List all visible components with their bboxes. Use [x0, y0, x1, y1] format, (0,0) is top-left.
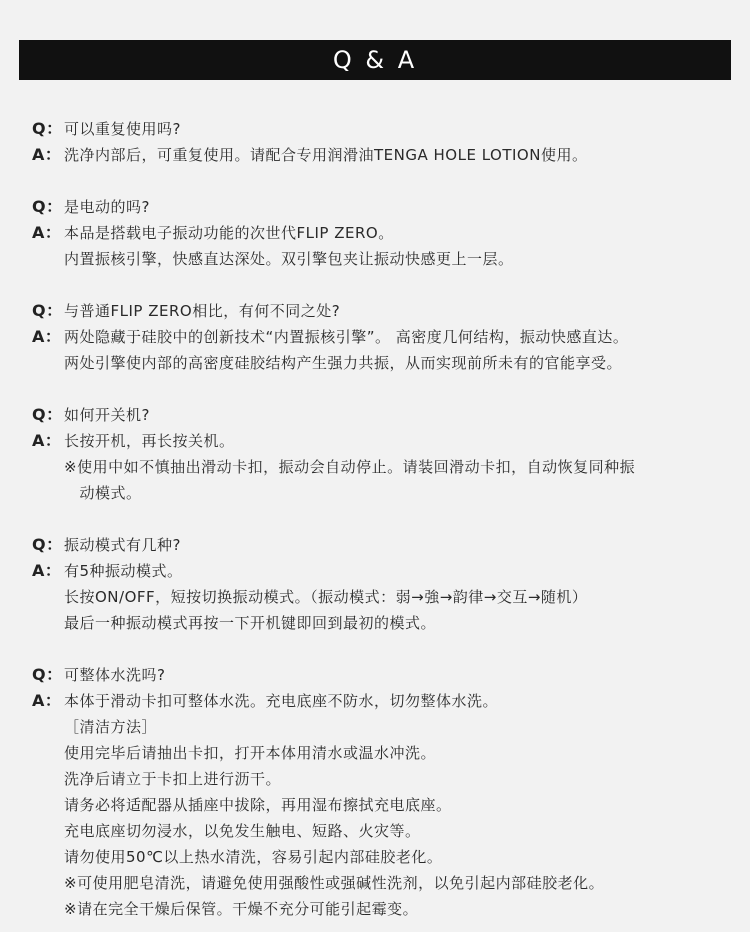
- question-marker: Q：: [32, 301, 63, 320]
- question-marker: Q：: [32, 665, 63, 684]
- answer-line-text: 内置振核引擎，快感直达深处。双引擎包夹让振动快感更上一层。: [64, 250, 514, 268]
- answer-line-text: 两处引擎使内部的高密度硅胶结构产生强力共振，从而实现前所未有的官能享受。: [64, 354, 623, 372]
- answer-line-text: 长按ON/OFF，短按切换振动模式。（振动模式：弱→強→韵律→交互→随机）: [64, 588, 588, 606]
- question-text: 如何开关机?: [64, 406, 150, 424]
- answer-line-text: 充电底座切勿浸水，以免发生触电、短路、火灾等。: [64, 822, 421, 840]
- answer-text: 有5种振动模式。: [64, 562, 183, 580]
- question-marker: Q：: [32, 197, 63, 216]
- answer-line-text: 动模式。: [64, 484, 142, 502]
- question-marker: Q：: [32, 405, 63, 424]
- answer-marker: A：: [32, 145, 62, 164]
- question-text: 是电动的吗?: [64, 198, 150, 216]
- answer-text: 长按开机，再长按关机。: [64, 432, 235, 450]
- answer-marker: A：: [32, 431, 62, 450]
- answer-text: 本体于滑动卡扣可整体水洗。充电底座不防水，切勿整体水洗。: [64, 692, 499, 710]
- answer-line-text: ［清洁方法］: [64, 718, 158, 736]
- answer-line-text: 请务必将适配器从插座中拔除，再用湿布擦拭充电底座。: [64, 796, 452, 814]
- answer-text: 本品是搭载电子振动功能的次世代FLIP ZERO。: [64, 224, 394, 242]
- answer-line-text: 最后一种振动模式再按一下开机键即回到最初的模式。: [64, 614, 437, 632]
- question-text: 振动模式有几种?: [64, 536, 181, 554]
- page-title: Q & A: [332, 46, 418, 74]
- answer-line-text: 洗净后请立于卡扣上进行沥干。: [64, 770, 282, 788]
- answer-marker: A：: [32, 223, 62, 242]
- answer-line-text: ※请在完全干燥后保管。干燥不充分可能引起霉变。: [64, 900, 419, 918]
- answer-line-text: ※可使用肥皂清洗，请避免使用强酸性或强碱性洗剂，以免引起内部硅胶老化。: [64, 874, 605, 892]
- answer-line-text: 使用完毕后请抽出卡扣，打开本体用清水或温水冲洗。: [64, 744, 437, 762]
- answer-marker: A：: [32, 691, 62, 710]
- answer-line-text: ※使用中如不慎抽出滑动卡扣，振动会自动停止。请装回滑动卡扣，自动恢复同种振: [64, 458, 636, 476]
- question-text: 可整体水洗吗?: [64, 666, 166, 684]
- question-marker: Q：: [32, 119, 63, 138]
- question-marker: Q：: [32, 535, 63, 554]
- answer-text: 两处隐藏于硅胶中的创新技术“内置振核引擎”。 高密度几何结构，振动快感直达。: [64, 328, 629, 346]
- header-bar: [19, 40, 731, 80]
- answer-marker: A：: [32, 561, 62, 580]
- answer-text: 洗净内部后，可重复使用。请配合专用润滑油TENGA HOLE LOTION使用。: [64, 146, 588, 164]
- question-text: 与普通FLIP ZERO相比，有何不同之处?: [64, 302, 341, 320]
- answer-marker: A：: [32, 327, 62, 346]
- answer-line-text: 请勿使用50℃以上热水清洗，容易引起内部硅胶老化。: [64, 848, 443, 866]
- question-text: 可以重复使用吗?: [64, 120, 181, 138]
